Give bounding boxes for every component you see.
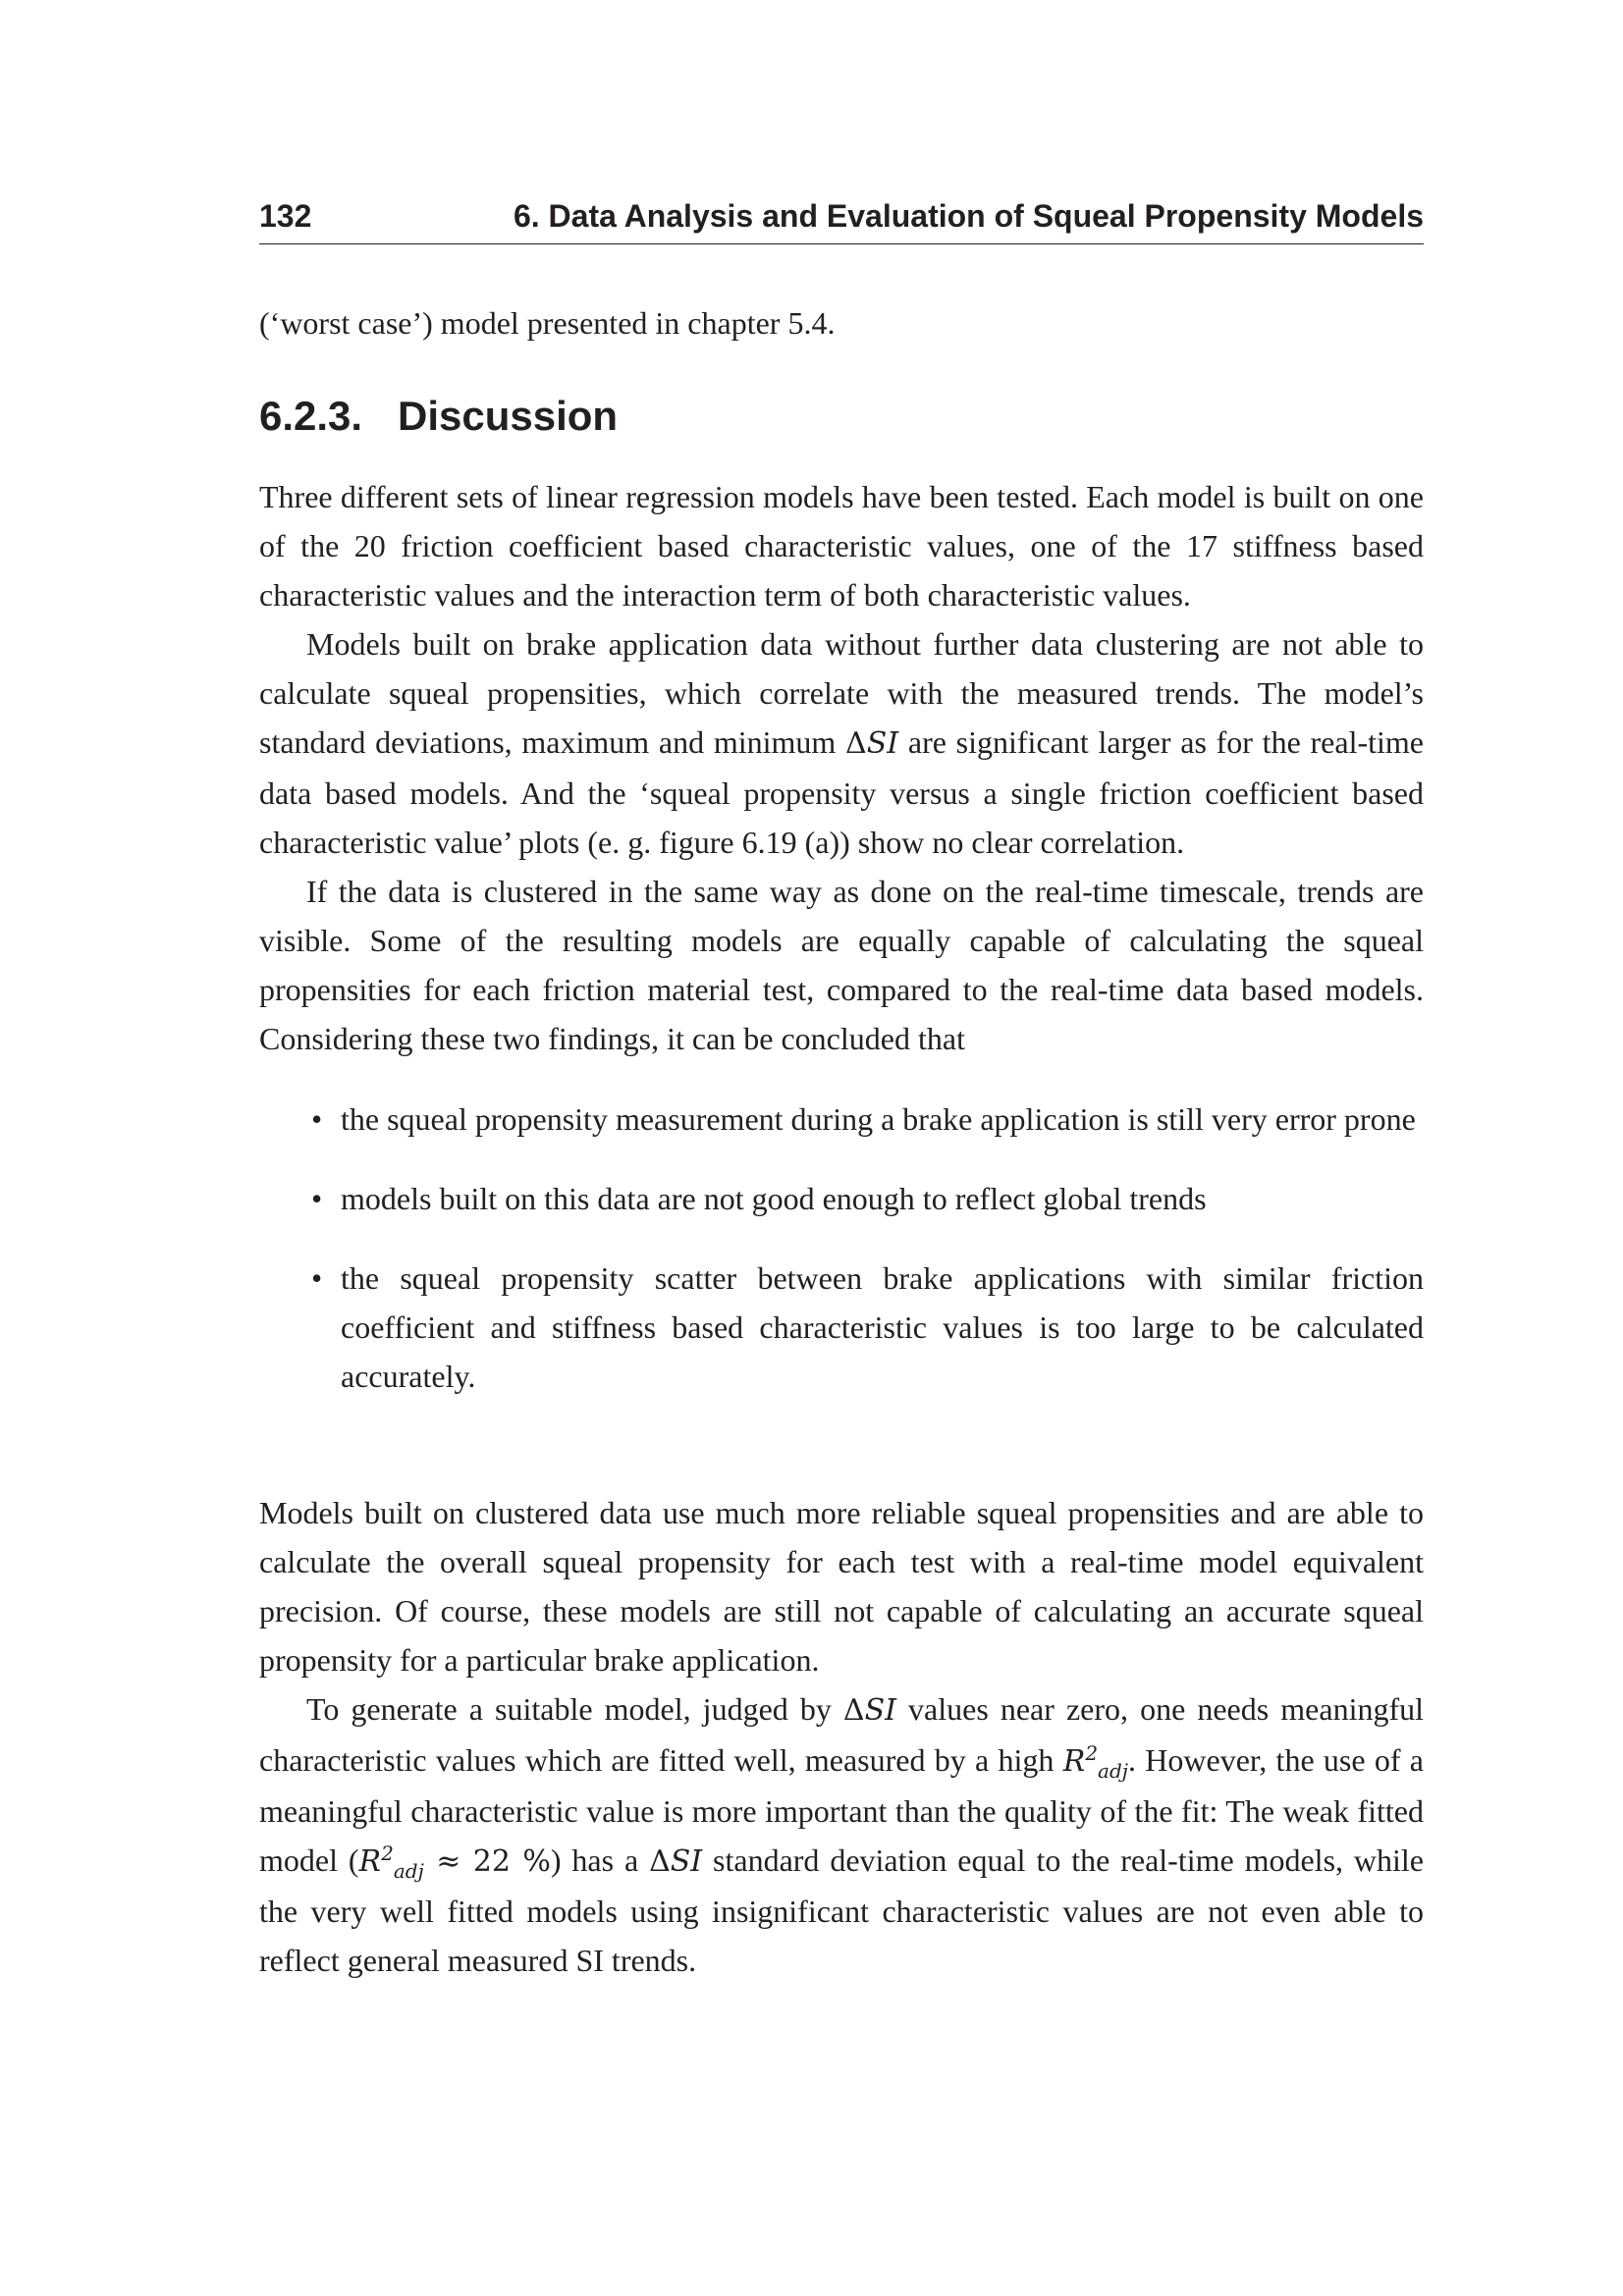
list-item [259, 1254, 1424, 1401]
r-symbol: R [358, 1844, 382, 1879]
r2-adj-approx-math [358, 1842, 551, 1883]
section-title: Discussion [398, 393, 619, 439]
running-header [259, 196, 1424, 244]
page-number: 132 [259, 198, 312, 234]
paragraph-2-part-b: are significant larger as for the real-time data based models. And the ‘squeal propensity versus a single friction coefficient based characteristic value’ plots (e. g. figure 6.19 (a)) show no clear correlation. [259, 724, 1425, 860]
paragraph-5-part-b: values near zero, one needs meaningful characteristic values which are fitted well, measured by a high [259, 1691, 1425, 1778]
paragraph-4: Models built on clustered data use much more reliable squeal propensities and are able to calculate the overall squeal propensity for each test with a real-time model equivalent precision. Of course, these models are still not capable of calculating an accurate squeal propensity for a particular brake application. [259, 1495, 1424, 1678]
si-symbol: SI [864, 1693, 896, 1728]
superscript-2: 2 [1085, 1741, 1099, 1765]
paragraph-5-part-e: standard deviation equal to the real-time models, while the very well fitted models using insignificant characteristic values are not even able to reflect general measured SI trends. [259, 1842, 1425, 1978]
list-item-text: models built on this data are not good enough to reflect global trends [341, 1181, 1207, 1216]
subscript-adj: adj [393, 1859, 424, 1883]
paragraph-2 [259, 619, 1424, 867]
discussion-text-block-1 [259, 472, 1424, 1063]
delta-si-math [843, 1693, 896, 1728]
section-number: 6.2.3. [259, 393, 363, 439]
paragraph-5-part-c: . However, the use of a meaningful characteristic value is more important than the quality of the fit: The weak fitted model ( [259, 1742, 1425, 1878]
findings-list [259, 1095, 1424, 1431]
continued-paragraph: (‘worst case’) model presented in chapter 5.4. [259, 305, 836, 341]
paragraph-3: If the data is clustered in the same way as done on the real-time timescale, trends are visible. Some of the resulting models are equally capable of calculating the squeal propensities for each friction material test, compared to the real-time data based models. Considering these two findings, it can be concluded that [259, 874, 1424, 1056]
delta-si-math [649, 1844, 702, 1879]
discussion-text-block-2 [259, 1488, 1424, 1985]
running-title: 6. Data Analysis and Evaluation of Squeal Propensity Models [513, 198, 1424, 234]
bullet-marker: • [311, 1101, 323, 1137]
delta-symbol: Δ [649, 1844, 671, 1879]
si-symbol: SI [670, 1844, 703, 1879]
list-item-text: the squeal propensity scatter between brake applications with similar friction coefficient and stiffness based characteristic values is too large to be calculated accurately. [341, 1260, 1424, 1394]
delta-symbol: Δ [845, 726, 867, 761]
paragraph-5 [259, 1684, 1424, 1985]
delta-si-math [845, 726, 898, 761]
paragraph-5-part-a: To generate a suitable model, judged by [306, 1691, 843, 1727]
section-heading [259, 393, 618, 440]
paragraph-2-part-a: Models built on brake application data without further data clustering are not able to calculate squeal propensities, which correlate with the measured trends. The model’s standard deviations, maximum and minimum [259, 626, 1424, 760]
continued-text-block [259, 298, 1424, 347]
r2-adj-math [1062, 1741, 1128, 1783]
r-symbol: R [1062, 1744, 1086, 1779]
si-symbol: SI [866, 726, 899, 761]
paragraph-5-part-d: ) has a [550, 1842, 650, 1878]
bullet-marker: • [311, 1260, 323, 1296]
approx-value: ≈ 22 % [423, 1844, 551, 1879]
list-item [259, 1174, 1424, 1223]
superscript-2: 2 [381, 1842, 394, 1865]
list-item-text: the squeal propensity measurement during a brake application is still very error prone [341, 1101, 1416, 1137]
list-item [259, 1095, 1424, 1144]
subscript-adj: adj [1098, 1759, 1128, 1783]
delta-symbol: Δ [842, 1693, 865, 1728]
paragraph-1: Three different sets of linear regression models have been tested. Each model is built on one of the 20 friction coefficient based characteristic values, one of the 17 stiffness based characteristic values and the interaction term of both characteristic values. [259, 479, 1424, 613]
bullet-marker: • [311, 1181, 323, 1216]
